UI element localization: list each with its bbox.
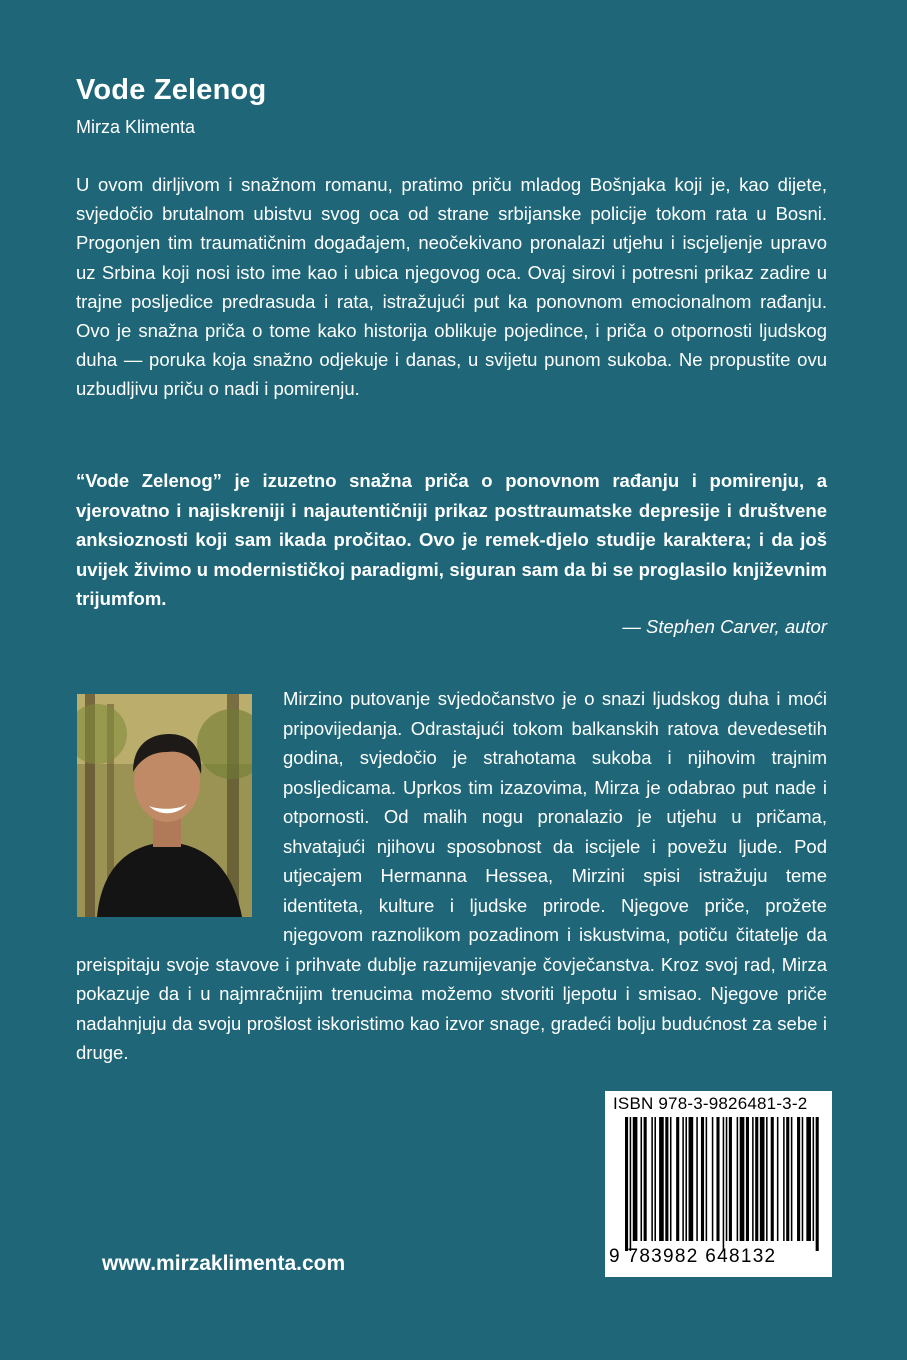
barcode-bar	[651, 1117, 653, 1241]
barcode-bar	[813, 1117, 815, 1241]
barcode-bar	[816, 1117, 819, 1251]
barcode-bar	[659, 1117, 664, 1241]
barcode-bar	[716, 1117, 719, 1241]
barcode-bar	[723, 1117, 725, 1251]
barcode-bar	[670, 1117, 672, 1241]
barcode-bar	[760, 1117, 765, 1241]
barcode-bars	[605, 1091, 832, 1251]
barcode-bar	[701, 1117, 704, 1241]
book-blurb: U ovom dirljivom i snažnom romanu, pratimo priču mladog Bošnjaka koji je, kao dijete, svjedočio brutalnom ubistvu svog oca od strane srbijanske policije tokom rata u Bosni. Progonjen tim traumatičnim događajem, neočekivano pronalazi utjehu i iscjeljenje upravo uz Srbina koji nosi isto ime kao i ubica njegovog oca. Ovaj sirovi i potresni prikaz zadire u trajne posljedice predrasuda i rata, istražujući put ka ponovnom emocionalnom rađanju. Ovo je snažna priča o tome kako historija oblikuje pojedince, i priča o otpornosti ljudskog duha — poruka koja snažno odjekuje i danas, u svijetu punom sukoba. Ne propustite ovu uzbudljivu priču o nadi i pomirenju.	[76, 174, 827, 400]
barcode-bar	[685, 1117, 687, 1241]
barcode-bar	[755, 1117, 758, 1241]
book-author: Mirza Klimenta	[76, 117, 196, 137]
barcode-bar	[706, 1117, 708, 1241]
barcode-bar	[665, 1117, 668, 1241]
barcode-bar	[729, 1117, 732, 1241]
barcode-bar	[712, 1117, 714, 1241]
barcode-bar	[726, 1117, 728, 1241]
author-bio-container	[76, 684, 827, 1068]
isbn-barcode	[605, 1091, 832, 1277]
review-attribution: — Stephen Carver, autor	[622, 616, 827, 637]
barcode-bar	[676, 1117, 679, 1241]
isbn-label: ISBN 978-3-9826481-3-2	[613, 1094, 808, 1113]
review-quote: “Vode Zelenog” je izuzetno snažna priča o ponovnom rađanju i pomirenju, a vjerovatno i najiskreniji i najautentičniji prikaz posttraumatske depresije i društvene anksioznosti koji sam ikada pročitao. Ovo je remek-djelo studije karaktera; i da još uvijek živimo u modernističkoj paradigmi, siguran sam da bi se proglasilo književnim trijumfom.	[76, 470, 827, 609]
barcode-bar	[783, 1117, 785, 1241]
barcode-bar	[746, 1117, 749, 1241]
barcode-bar	[630, 1117, 632, 1251]
barcode-bar	[802, 1117, 804, 1241]
barcode-bar	[696, 1117, 698, 1241]
barcode-bar	[797, 1117, 800, 1241]
barcode-bar	[752, 1117, 754, 1241]
barcode-bar	[641, 1117, 643, 1241]
website-url[interactable]: www.mirzaklimenta.com	[102, 1252, 346, 1275]
barcode-bar	[633, 1117, 638, 1241]
barcode-bar	[625, 1117, 628, 1251]
barcode-bar	[689, 1117, 694, 1241]
barcode-bar	[644, 1117, 647, 1241]
barcode-bar	[791, 1117, 793, 1241]
barcode-bar	[740, 1117, 745, 1241]
barcode-bar	[654, 1117, 656, 1241]
photo-spacer	[76, 684, 283, 932]
book-title: Vode Zelenog	[76, 74, 267, 106]
barcode-number-text: 9 783982 648132	[609, 1246, 777, 1267]
barcode-bar	[766, 1117, 768, 1241]
barcode-bar	[771, 1117, 774, 1241]
barcode-bar	[682, 1117, 684, 1241]
barcode-bar	[806, 1117, 811, 1241]
barcode-bar	[786, 1117, 789, 1241]
author-bio: Mirzino putovanje svjedočanstvo je o snazi ljudskog duha i moći pripovijedanja. Odrastajući tokom balkanskih ratova devedesetih godina, svjedočio je strahotama sukoba i njihovim trajnim posljedicama. Uprkos tim izazovima, Mirza je odabrao put nade i otpornosti. Od malih nogu pronalazio je utjehu u pričama, shvatajući njihovu sposobnost da iscijele i povežu ljude. Pod utjecajem Hermanna Hessea, Mirzini spisi istražuju teme identiteta, kulture i ljudske prirode. Njegove priče, prožete njegovom raznolikom pozadinom i iskustvima, potiču čitatelje da preispitaju svoje stavove i prihvate dublje razumijevanje čovječanstva. Kroz svoj rad, Mirza pokazuje da i u najmračnijim trenucima možemo stvoriti ljepotu i smisao. Njegove priče nadahnjuju da svoju prošlost iskoristimo kao izvor snage, gradeći bolju budućnost za sebe i druge.	[76, 688, 827, 1063]
barcode-bar	[777, 1117, 779, 1241]
barcode-bar	[737, 1117, 739, 1241]
